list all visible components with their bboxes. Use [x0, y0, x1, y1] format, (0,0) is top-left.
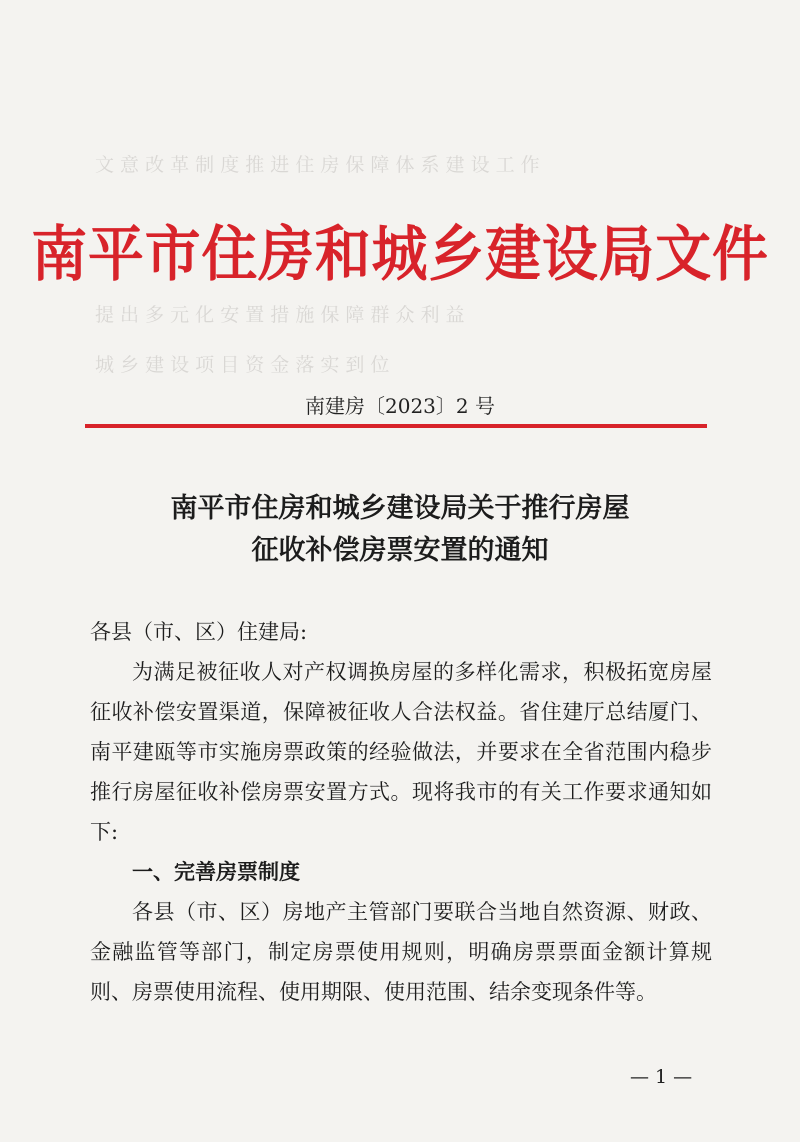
bleed-through-text: 城 乡 建 设 项 目 资 金 落 实 到 位 [95, 354, 390, 376]
document-number: 南建房〔2023〕2 号 [305, 394, 495, 418]
section-1-heading: 一、完善房票制度 [132, 860, 300, 884]
body-text [90, 612, 712, 1012]
bleed-through-text: 文 意 改 革 制 度 推 进 住 房 保 障 体 系 建 设 工 作 [95, 154, 540, 176]
section-1-paragraph: 各县（市、区）房地产主管部门要联合当地自然资源、财政、金融监管等部门，制定房票使用规则，明确房票票面金额计算规则、房票使用流程、使用期限、使用范围、结余变现条件等。 [90, 900, 712, 1004]
paragraph-1: 为满足被征收人对产权调换房屋的多样化需求，积极拓宽房屋征收补偿安置渠道，保障被征收人合法权益。省住建厅总结厦门、南平建瓯等市实施房票政策的经验做法，并要求在全省范围内稳步推行房屋征收补偿房票安置方式。现将我市的有关工作要求通知如下: [90, 660, 712, 844]
notice-title-line-1: 南平市住房和城乡建设局关于推行房屋 [170, 493, 630, 524]
notice-title-line-2: 征收补偿房票安置的通知 [251, 535, 549, 566]
notice-title [0, 488, 800, 572]
page-number: — 1 — [630, 1066, 693, 1088]
red-divider [85, 424, 707, 428]
bleed-through-text: 提 出 多 元 化 安 置 措 施 保 障 群 众 利 益 [95, 304, 465, 326]
header-title: 南平市住房和城乡建设局文件 [31, 220, 769, 290]
salutation: 各县（市、区）住建局: [90, 620, 308, 644]
